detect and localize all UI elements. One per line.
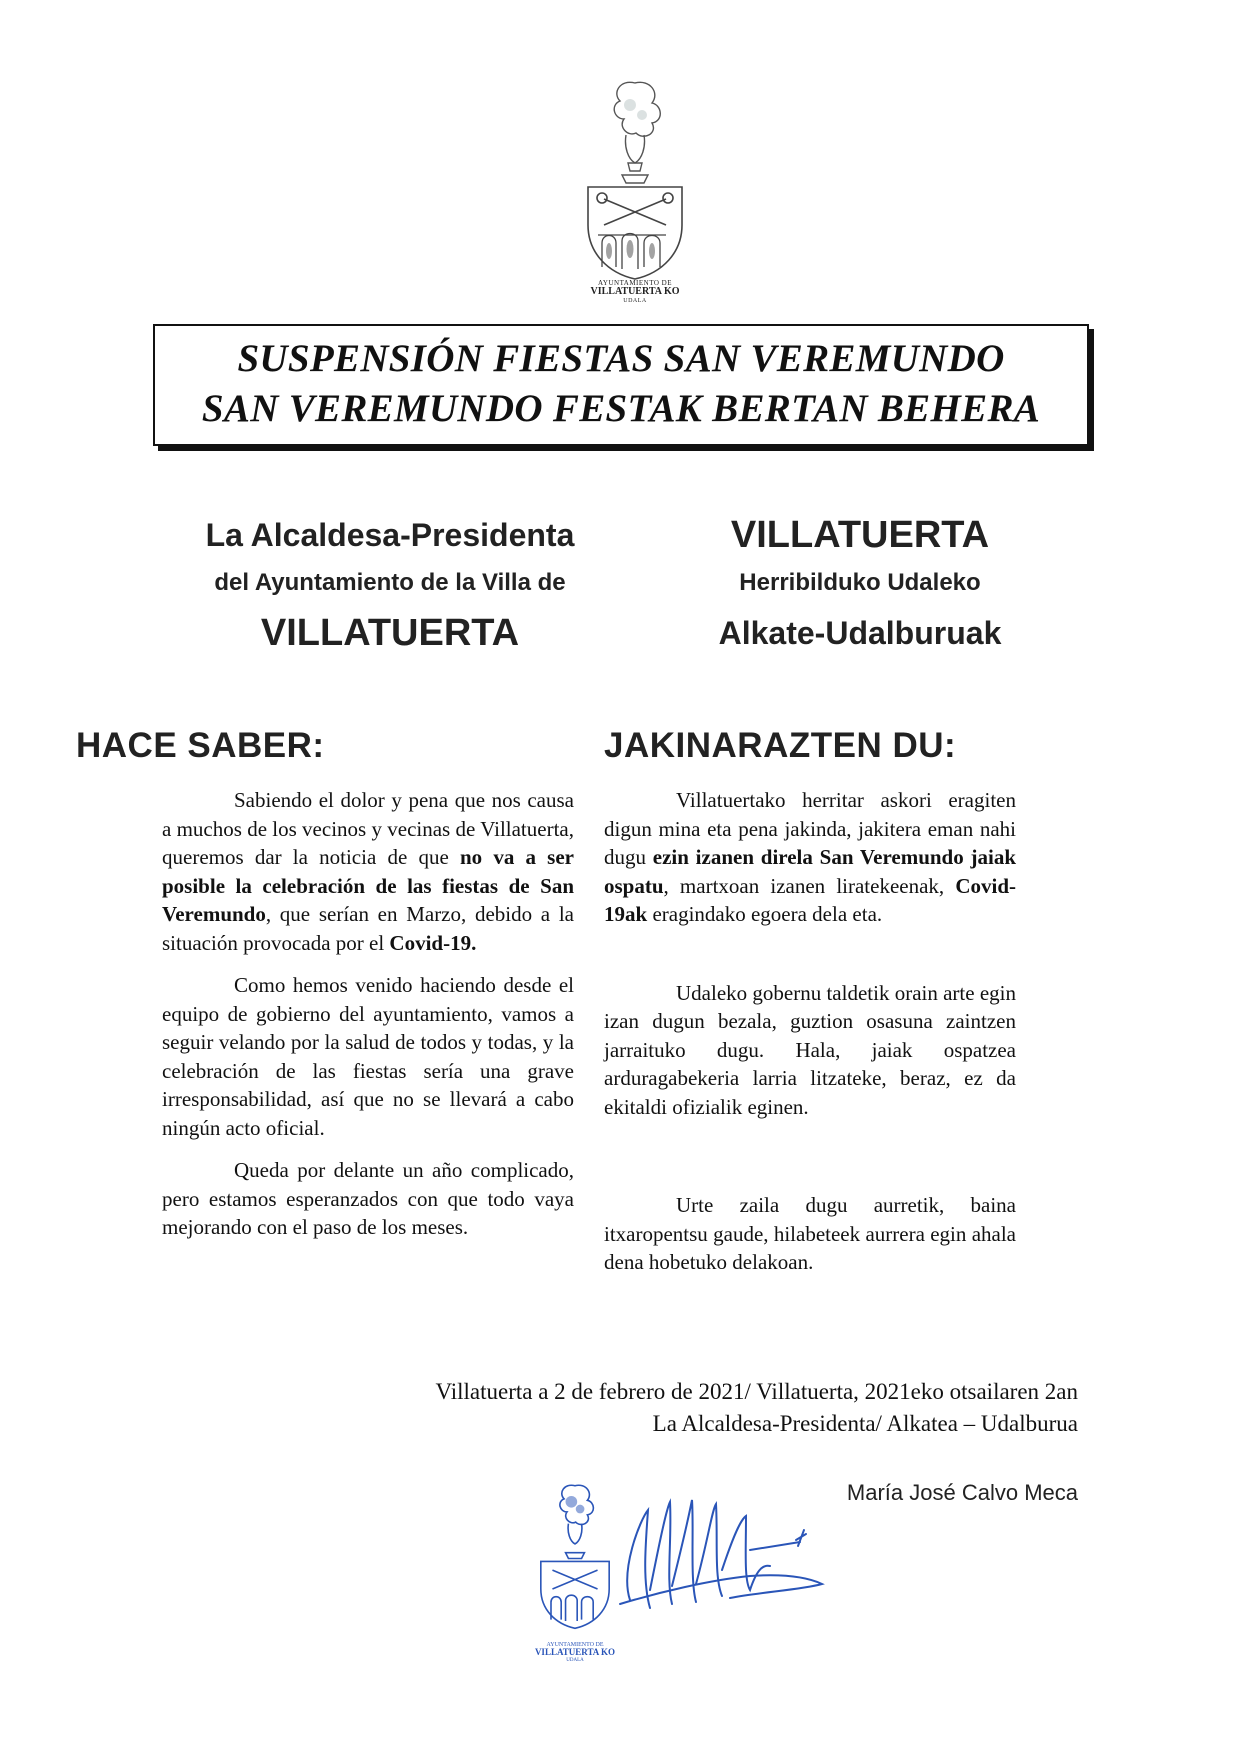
closing-date: Villatuerta a 2 de febrero de 2021/ Villatuerta, 2021eko otsailaren 2an: [435, 1379, 1078, 1404]
heading-es: [150, 512, 630, 658]
paragraph-eu-1-text-a: Villatuertako herritar askori eragiten digun mina eta pena jakinda, jakitera eman nahi dugu: [604, 788, 1016, 869]
body-column-es: [162, 786, 574, 1256]
paragraph-eu-1-bold-a: ezin izanen direla San Veremundo jaiak ospatu: [604, 845, 1017, 898]
title-box: [153, 324, 1089, 446]
heading-es-line3: VILLATUERTA: [260, 612, 520, 654]
paragraph-es-1-text-b: , que serían en Marzo, debido a la situación provocada por el: [162, 902, 574, 955]
heading-eu-line1: VILLATUERTA: [730, 514, 990, 556]
paragraph-es-2: Como hemos venido haciendo desde el equipo de gobierno del ayuntamiento, vamos a seguir velando por la salud de todos y todas, y la celebración de las fiestas sería una grave irresponsabilidad, así que no se llevará a cabo ningún acto oficial.: [162, 973, 574, 1140]
paragraph-eu-1: [604, 786, 1016, 929]
heading-eu-line3: Alkate-Udalburuak: [718, 615, 1002, 651]
closing-role: La Alcaldesa-Presidenta/ Alkatea – Udalburua: [652, 1411, 1078, 1436]
section-heading-es: HACE SABER:: [76, 726, 325, 765]
coat-of-arms-icon: [580, 75, 690, 280]
stamp-caption-line2: VILLATUERTA KO: [534, 1647, 616, 1658]
signer-name: María José Calvo Meca: [846, 1480, 1078, 1505]
paragraph-es-1-bold-b: Covid-19.: [389, 930, 477, 955]
heading-es-line2: del Ayuntamiento de la Villa de: [214, 569, 566, 596]
paragraph-es-1: [162, 786, 574, 957]
heading-eu-line2: Herribilduko Udaleko: [739, 569, 981, 596]
title-line-eu: SAN VEREMUNDO FESTAK BERTAN BEHERA: [201, 387, 1041, 430]
handwritten-signature: [600, 1480, 840, 1630]
paragraph-eu-1-text-b: , martxoan izanen liratekeenak,: [663, 873, 956, 898]
paragraph-eu-3: Urte zaila dugu aurretik, baina itxaropentsu gaude, hilabeteek aurrera egin ahala dena hobetuko delakoan.: [604, 1193, 1016, 1274]
stamp-caption-line1: AYUNTAMIENTO DE: [546, 1642, 604, 1648]
paragraph-eu-1-text-c: eragindako egoera dela eta.: [647, 902, 883, 926]
crest-caption-line1: AYUNTAMIENTO DE: [597, 279, 673, 287]
paragraph-es-3: Queda por delante un año complicado, pero estamos esperanzados con que todo vaya mejorando con el paso de los meses.: [162, 1158, 574, 1239]
municipal-crest: [560, 75, 710, 315]
heading-es-line1: La Alcaldesa-Presidenta: [205, 517, 575, 553]
paragraph-eu-2: Udaleko gobernu taldetik orain arte egin izan dugun bezala, guztion osasuna zaintzen jarraituko dugu. Hala, jaiak ospatzea arduragabekeria larria litzateke, beraz, ez da ekitaldi ofizialik eginen.: [604, 980, 1016, 1119]
section-heading-eu: JAKINARAZTEN DU:: [604, 726, 957, 765]
crest-caption-line3: UDALA: [623, 297, 647, 304]
closing-block: [300, 1376, 1078, 1440]
paragraph-es-1-text-a: Sabiendo el dolor y pena que nos causa a muchos de los vecinos y vecinas de Villatuerta, queremos dar la noticia de que: [162, 788, 574, 869]
crest-caption-line2: VILLATUERTA KO: [590, 286, 680, 298]
body-column-eu: [604, 786, 1016, 1291]
heading-eu: [660, 512, 1060, 658]
stamp-caption-line3: UDALA: [566, 1657, 584, 1663]
paragraph-eu-1-bold-b: Covid-19ak: [604, 873, 1016, 926]
title-line-es: SUSPENSIÓN FIESTAS SAN VEREMUNDO: [237, 337, 1005, 380]
paragraph-es-1-bold-a: no va a ser posible la celebración de las fiestas de San Veremundo: [162, 845, 574, 926]
